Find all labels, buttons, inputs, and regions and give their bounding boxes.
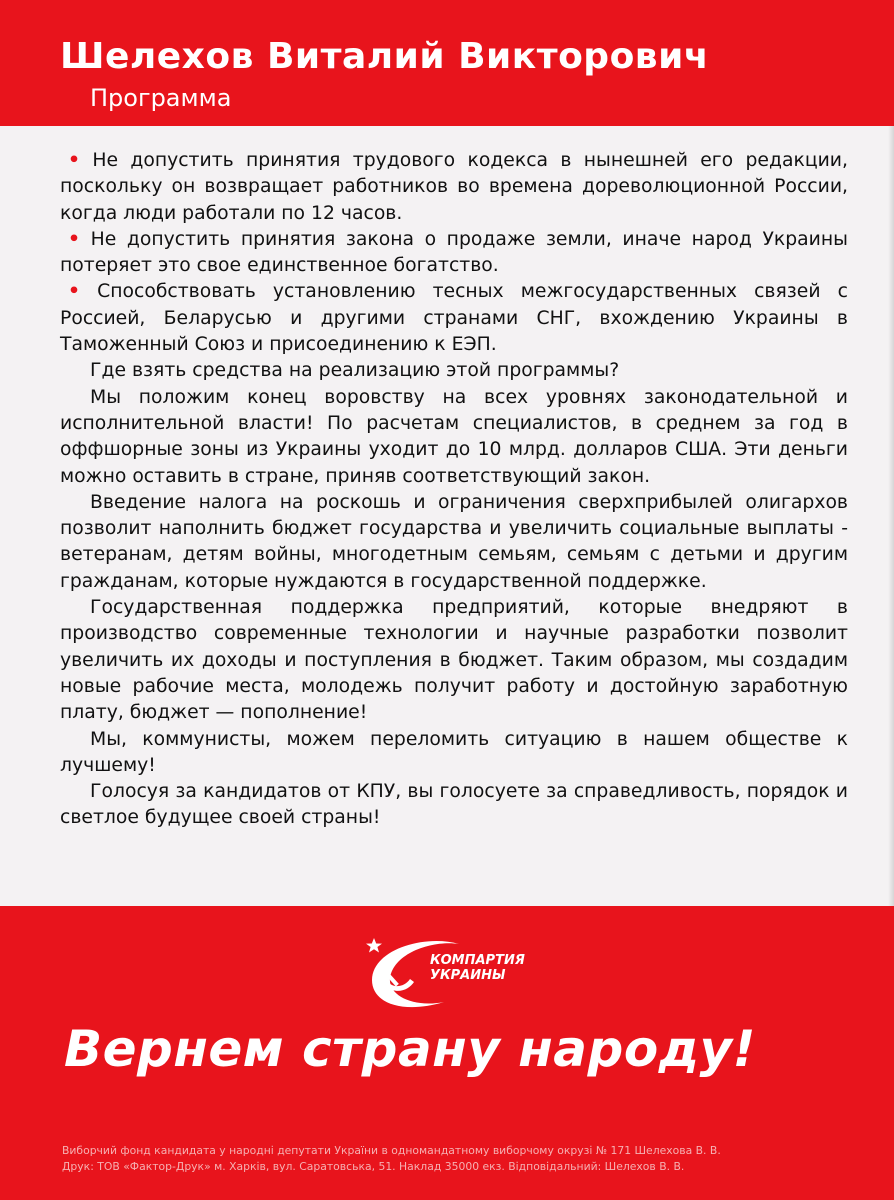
bullet-icon: •: [68, 228, 81, 250]
party-logo-text: [430, 953, 525, 983]
slogan: Вернем страну народу!: [64, 1020, 756, 1078]
bullet-icon: •: [68, 281, 81, 303]
star-icon: [366, 938, 382, 953]
page-title: Шелехов Виталий Викторович: [60, 36, 710, 77]
logo-line-1: КОМПАРТИЯ: [430, 953, 525, 968]
bullet-icon: •: [68, 150, 81, 171]
page-edge-shadow: [888, 126, 894, 906]
bullet-text: Способствовать установлению тесных межгосударственных связей с Россией, Беларусью и другими странами СНГ, вхождению Украины в Таможенный Союз и присоединению к ЕЭП.: [60, 281, 848, 356]
paragraph: Государственная поддержка предприятий, которые внедряют в производство современные технологии и научные разработки позволит увеличить их доходы и поступления в бюджет. Таким образом, мы создадим новые рабочие места, молодежь получит работу и достойную заработную плату, бюджет — пополнение!: [60, 597, 848, 724]
paragraph: Мы положим конец воровству на всех уровнях законодательной и исполнительной власти! По расчетам специалистов, в среднем за год в оффшорные зоны из Украины уходит до 10 млрд. долларов США. Эти деньги можно оставить в стране, приняв соответствующий закон.: [60, 386, 848, 487]
paragraph: Где взять средства на реализацию этой программы?: [90, 360, 620, 382]
paragraph: Мы, коммунисты, можем переломить ситуацию в нашем обществе к лучшему!: [60, 728, 848, 776]
imprint-line-1: Виборчий фонд кандидата у народні депутати України в одномандатному виборчому окрузі № 171 Шелехова В. В.: [62, 1144, 721, 1157]
imprint-line-2: Друк: ТОВ «Фактор-Друк» м. Харків, вул. Саратовська, 51. Наклад 35000 екз. Відповідальний: Шелехов В. В.: [62, 1160, 685, 1173]
paragraph: Голосуя за кандидатов от КПУ, вы голосуете за справедливость, порядок и светлое будущее своей страны!: [60, 781, 848, 829]
imprint: [62, 1143, 842, 1175]
bullet-text: Не допустить принятия трудового кодекса в нынешней его редакции, поскольку он возвращает работников во времена дореволюционной России, когда люди работали по 12 часов.: [60, 150, 848, 224]
program-text: [60, 148, 848, 832]
bullet-item: [60, 227, 848, 280]
bullet-item: [60, 279, 848, 358]
bullet-item: [60, 148, 848, 227]
page-subtitle: Программа: [90, 84, 232, 112]
logo-line-2: УКРАИНЫ: [430, 968, 506, 983]
bullet-text: Не допустить принятия закона о продаже земли, иначе народ Украины потеряет это свое единственное богатство.: [60, 228, 848, 277]
paragraph: Введение налога на роскошь и ограничения сверхприбылей олигархов позволит наполнить бюджет государства и увеличить социальные выплаты - ветеранам, детям войны, многодетным семьям, семьям с детьми и другим гражданам, которые нуждаются в государственной поддержке.: [60, 491, 848, 592]
